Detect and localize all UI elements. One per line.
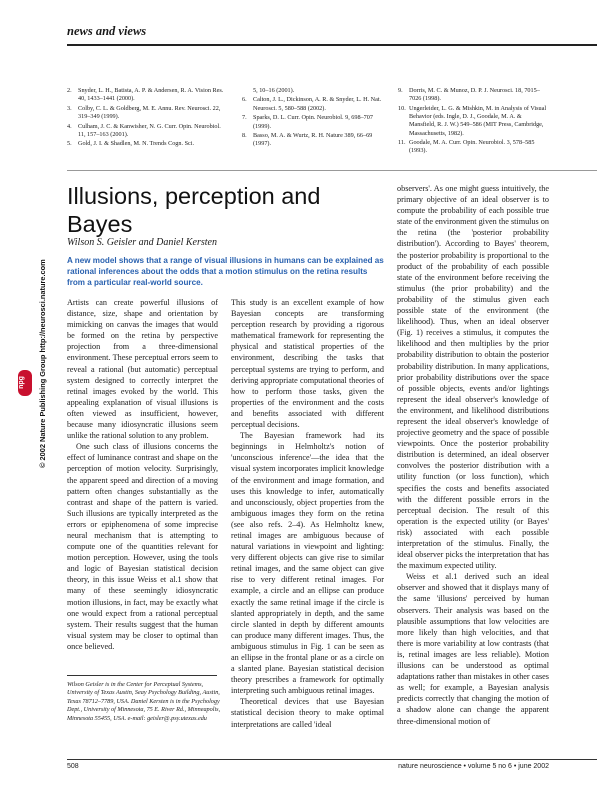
reference-item: 8. Basso, M. A. & Wurtz, R. H. Nature 389, 66–69 (1997).: [242, 132, 373, 148]
article-standfirst: A new model shows that a range of visual illusions in humans can be explained as rational inferences about the odds that a motion stimulus on the retina results from a particular real-world source.: [67, 256, 384, 287]
reference-item: 10. Ungerleider, L. G. & Mishkin, M. in Analysis of Visual Behavior (eds. Ingle, D. J., Goodale, M. A. & Mansfield, R. J. W.) 549–586 (MIT Press, Cambridge, Massachusetts, 1982).: [398, 104, 547, 137]
author-affiliation-footnote: Wilson Geisler is in the Center for Perceptual Systems, University of Texas Austin, Seay Psychology Building, Austin, Texas 78712–7789, USA. Daniel Kersten is in the Psychology Dept., University of Minnesota, 75 E. River Rd., Minneapolis, Minnesota 55455, USA. e-mail: geisler@.psy.utexas.edu: [67, 681, 221, 722]
body-paragraph: observers'. As one might guess intuitively, the primary objective of an ideal observer is to compute the probability of each possible true state of the environment given the stimulus on the retina (the 'posterior probability distribution'). According to Bayes' theorem, the posterior probability is proportional to the product of the probability of each possible state of the environment before receiving the stimulus (the prior probability) and the probability of the stimulus given each possible state of the environment (the likelihood). Thus, when an ideal observer (Fig. 1) receives a stimulus, it computes the likelihood and then multiplies by the prior probability distribution to obtain the posterior probability distribution. In many applications, prior probability distributions over the space of possible objects, events and/or lightings represent the ideal observer's knowledge of the environment, and likelihood distributions represent the ideal observer's knowledge of projective geometry and the space of possible viewpoints. Once the posterior probability distribution is determined, an ideal observer convolves the posterior distribution with a utility function (or loss function), which specifies the costs and benefits associated with the different possible errors in the perceptual decision. The result of this operation is the expected utility (or Bayes' risk) associated with each possible interpretation of the stimulus. Finally, the ideal observer picks the interpretation that has the maximum expected utility.: [397, 184, 549, 571]
references-column-2: [242, 87, 382, 150]
page-number: 508: [67, 763, 79, 770]
reference-item: 6. Calton, J. L., Dickinson, A. R. & Snyder, L. H. Nat. Neurosci. 5, 580–588 (2002).: [242, 96, 382, 112]
reference-item: 2. Snyder, L. H., Batista, A. P. & Andersen, R. A. Vision Res. 40, 1433–1441 (2000).: [67, 87, 224, 103]
article-title: Illusions, perception and Bayes: [67, 183, 321, 237]
body-column-2: [231, 297, 384, 730]
journal-citation-footer: nature neuroscience • volume 5 no 6 • june 2002: [398, 763, 549, 770]
body-paragraph: This study is an excellent example of how Bayesian concepts are transforming perception research by providing a rigorous mathematical framework for representing the physical and statistical properties of the environment, describing the tasks that perceptual systems are trying to perform, and deriving appropriate computational theories of how to perform those tasks, given the properties of the environment and the costs and benefits associated with different perceptual decisions.: [231, 298, 384, 430]
article-authors: Wilson S. Geisler and Daniel Kersten: [67, 237, 217, 248]
copyright-credit: © 2002 Nature Publishing Group http://neurosci.nature.com: [38, 259, 47, 468]
header-rule: [67, 44, 597, 46]
reference-item: 9. Dorris, M. C. & Munoz, D. P. J. Neurosci. 18, 7015–7026 (1998).: [398, 87, 540, 103]
footer-rule: [67, 759, 597, 760]
section-header: news and views: [67, 24, 147, 38]
reference-item: 3. Colby, C. L. & Goldberg, M. E. Annu. Rev. Neurosci. 22, 319–349 (1999).: [67, 104, 221, 121]
reference-item: 5. Gold, J. I. & Shadlen, M. N. Trends Cogn. Sci.: [67, 140, 195, 148]
body-paragraph: Artists can create powerful illusions of distance, size, shape and orientation by mimicking on canvas the images that would be formed on the retina by perspective projection from a three-dimensional environment. These perceptual errors seem to reveal a rational (but automatic) perceptual system designed to correctly interpret the retinal images evoked by the world. This appealing explanation of visual illusions is often viewed as insufficient, however, because many idiosyncratic illusions seem unlike the rational solution to any problem.: [67, 298, 218, 441]
reference-item: 7. Sparks, D. L. Curr. Opin. Neurobiol. 9, 698–707 (1999).: [242, 114, 373, 130]
reference-item: 5, 10–16 (2001).: [253, 87, 295, 94]
body-paragraph: Weiss et al.1 derived such an ideal observer and showed that it displays many of the same 'illusions' perceived by human observers. Their analysis was based on the plausible assumptions that low velocities are more likely than high velocities, and that there is more variability at low contrasts (that is, retinal images are less reliable). Motion illusions can be understood as optimal adaptations rather than mistakes in other cases as well; for example, a Bayesian analysis predicts correctly that changing the motion of a shadow alone can change the apparent three-dimensional motion of: [397, 572, 549, 726]
reference-item: 4. Culham, J. C. & Kanwisher, N. G. Curr. Opin. Neurobiol. 11, 157–163 (2001).: [67, 122, 221, 138]
body-paragraph: Theoretical devices that use Bayesian statistical decision theory to make optimal interpretations are called 'ideal: [231, 697, 384, 729]
reference-item: 11. Goodale, M. A. Curr. Opin. Neurobiol. 3, 578–585 (1993).: [398, 139, 535, 155]
references-column-3: [398, 87, 548, 157]
footnote-divider: [67, 675, 217, 676]
npg-logo: npg: [18, 370, 32, 396]
body-paragraph: The Bayesian framework had its beginnings in Helmholtz's notion of 'unconscious inference'—the idea that the visual system incorporates implicit knowledge of the environment and image formation, and uses this knowledge to infer, automatically and unconsciously, object properties from the ambiguous images they form on the retina (see also refs. 2–4). As Helmholtz knew, retinal images are ambiguous because of natural variations in viewpoint and lighting: very different objects can give rise to similar retinal images, and the same object can give rise to very different retinal images. For example, a circle and an ellipse can produce exactly the same retinal image if the circle is slanted appropriately in depth, and the same circle slanted in depth by different amounts can produce many different images. Thus, the ambiguous stimulus in Fig. 1 can be seen as an ellipse in the frontal plane or as a circle on a slanted plane. Bayesian statistical decision theory prescribes a framework for optimally interpreting such ambiguous retinal images.: [231, 431, 384, 696]
body-column-3: [397, 183, 549, 727]
references-divider: [67, 170, 597, 171]
references-column-1: [67, 87, 227, 150]
body-column-1: [67, 297, 218, 652]
body-paragraph: One such class of illusions concerns the effect of luminance contrast and shape on the perception of motion velocity. Surprisingly, the apparent speed and direction of a moving pattern often changes substantially as the contrast and shape of the pattern is varied. Such illusions are typically interpreted as the errors or epiphenomena of some imprecise neural mechanism that is attempting to compute one of the quantities relevant for motion perception. However, using the tools and logic of Bayesian statistical decision theory, in this issue Weiss et al.1 show that many of these seemingly idiosyncratic motion illusions, in fact, may be exactly what one would expect from a rational perceptual system. Their results suggest that the human visual system may be closer to optimal than once believed.: [67, 442, 218, 651]
